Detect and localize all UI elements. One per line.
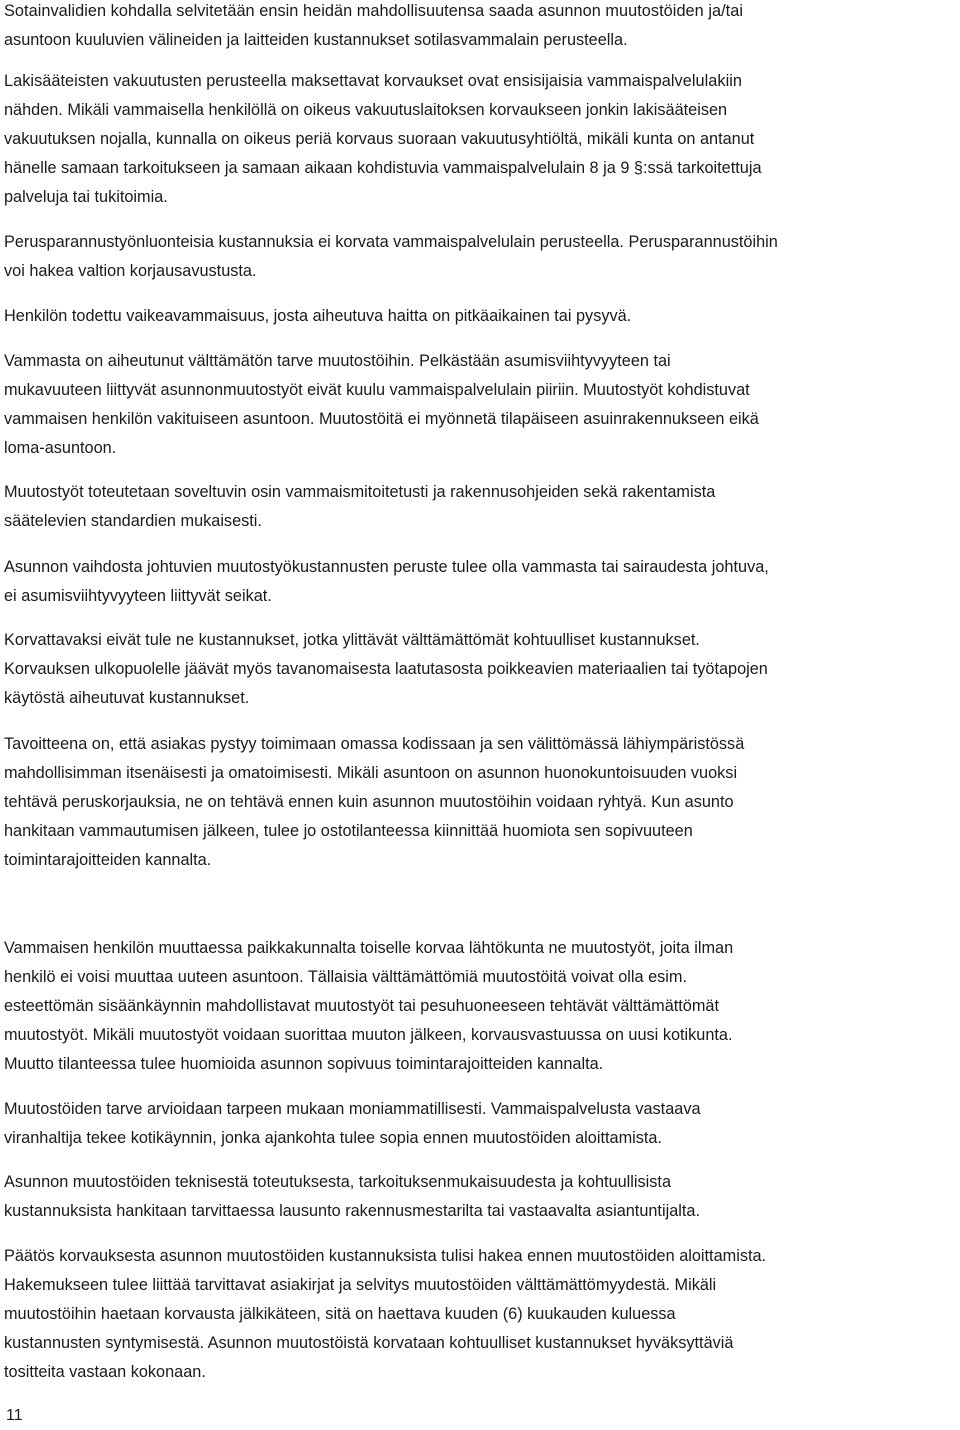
paragraph-toteutus xyxy=(4,478,958,536)
text-line: palveluja tai tukitoimia. xyxy=(4,188,168,206)
text-line: tositteita vastaan kokonaan. xyxy=(4,1363,206,1381)
text-line: Asunnon vaihdosta johtuvien muutostyökustannusten peruste tulee olla vammasta tai sairaudesta johtuva, xyxy=(4,558,769,576)
text-line: käytöstä aiheutuvat kustannukset. xyxy=(4,689,250,707)
paragraph-perusparannus xyxy=(4,228,958,286)
text-line: kustannusten syntymisestä. Asunnon muutostöistä korvataan kohtuulliset kustannukset hyväksyttäviä xyxy=(4,1334,734,1352)
text-line: viranhaltija tekee kotikäynnin, jonka ajankohta tulee sopia ennen muutostöiden aloittamista. xyxy=(4,1129,662,1147)
text-line: Muutostöiden tarve arvioidaan tarpeen mukaan moniammatillisesti. Vammaispalvelusta vastaava xyxy=(4,1100,701,1118)
text-line: hankitaan vammautumisen jälkeen, tulee jo ostotilanteessa kiinnittää huomiota sen sopivuuteen xyxy=(4,822,693,840)
text-line: esteettömän sisäänkäynnin mahdollistavat muutostyöt tai pesuhuoneeseen tehtävät välttämättömät xyxy=(4,997,719,1015)
page-number: 11 xyxy=(6,1407,23,1424)
text-line: Korvauksen ulkopuolelle jäävät myös tavanomaisesta laatutasosta poikkeavien materiaalien tai työtapojen xyxy=(4,660,768,678)
text-line: Päätös korvauksesta asunnon muutostöiden kustannuksista tulisi hakea ennen muutostöiden aloittamista. xyxy=(4,1247,767,1265)
text-line: loma-asuntoon. xyxy=(4,439,117,457)
text-line: mukavuuteen liittyvät asunnonmuutostyöt eivät kuulu vammaispalvelulain piiriin. Muutostyöt kohdistuvat xyxy=(4,381,750,399)
text-line: Asunnon muutostöiden teknisestä toteutuksesta, tarkoituksenmukaisuudesta ja kohtuullisista xyxy=(4,1173,672,1191)
text-line: Korvattavaksi eivät tule ne kustannukset, jotka ylittävät välttämättömät kohtuulliset kustannukset. xyxy=(4,631,700,649)
text-line: vakuutuksen nojalla, kunnalla on oikeus periä korvaus suoraan vakuutusyhtiöltä, mikäli kunta on antanut xyxy=(4,130,755,148)
text-line: Vammaisen henkilön muuttaessa paikkakunnalta toiselle korvaa lähtökunta ne muutostyöt, joita ilman xyxy=(4,939,734,957)
text-line: säätelevien standardien mukaisesti. xyxy=(4,512,262,530)
paragraph-asunnon-vaihto xyxy=(4,553,958,611)
text-line: kustannuksista hankitaan tarvittaessa lausunto rakennusmestarilta tai vastaavalta asiantuntijalta. xyxy=(4,1202,700,1220)
text-line: Perusparannustyönluonteisia kustannuksia ei korvata vammaispalvelulain perusteella. Perusparannustöihin xyxy=(4,233,778,251)
paragraph-tarve xyxy=(4,347,958,463)
text-line: Vammasta on aiheutunut välttämätön tarve muutostöihin. Pelkästään asumisviihtyvyyteen tai xyxy=(4,352,671,370)
text-line: Muutostyöt toteutetaan soveltuvin osin vammaismitoitetusti ja rakennusohjeiden sekä rakentamista xyxy=(4,483,716,501)
paragraph-tavoite xyxy=(4,730,958,875)
text-line: Henkilön todettu vaikeavammaisuus, josta aiheutuva haitta on pitkäaikainen tai pysyvä. xyxy=(4,307,632,325)
paragraph-hakeminen xyxy=(4,1242,958,1387)
text-line: asuntoon kuuluvien välineiden ja laitteiden kustannukset sotilasvammalain perusteella. xyxy=(4,31,628,49)
text-line: nähden. Mikäli vammaisella henkilöllä on oikeus vakuutuslaitoksen korvaukseen jonkin lakisääteisen xyxy=(4,101,728,119)
text-line: tehtävä peruskorjauksia, ne on tehtävä ennen kuin asunnon muutostöihin voidaan ryhtyä. Kun asunto xyxy=(4,793,734,811)
paragraph-severe-disability xyxy=(4,302,958,331)
text-line: muutostöihin haetaan korvausta jälkikäteen, sitä on haettava kuuden (6) kuukauden kuluessa xyxy=(4,1305,676,1323)
text-line: hänelle samaan tarkoitukseen ja samaan aikaan kohdistuvia vammaispalvelulain 8 ja 9 §:ssä tarkoitettuja xyxy=(4,159,762,177)
text-line: henkilö ei voisi muuttaa uuteen asuntoon. Tällaisia välttämättömiä muutostöitä voivat olla esim. xyxy=(4,968,687,986)
text-line: ei asumisviihtyvyyteen liittyvät seikat. xyxy=(4,587,272,605)
paragraph-sotainvalidit xyxy=(4,0,958,55)
paragraph-lausunto xyxy=(4,1168,958,1226)
text-line: vammaisen henkilön vakituiseen asuntoon. Muutostöitä ei myönnetä tilapäiseen asuinrakennukseen eikä xyxy=(4,410,759,428)
text-line: toimintarajoitteiden kannalta. xyxy=(4,851,212,869)
text-line: Hakemukseen tulee liittää tarvittavat asiakirjat ja selvitys muutostöiden välttämättömyydestä. Mikäli xyxy=(4,1276,717,1294)
text-line: Lakisääteisten vakuutusten perusteella maksettavat korvaukset ovat ensisijaisia vammaispalvelulakiin xyxy=(4,72,743,90)
paragraph-vakuutukset xyxy=(4,67,958,212)
text-line: Sotainvalidien kohdalla selvitetään ensin heidän mahdollisuutensa saada asunnon muutostöiden ja/tai xyxy=(4,2,744,20)
paragraph-arviointi xyxy=(4,1095,958,1153)
text-line: mahdollisimman itsenäisesti ja omatoimisesti. Mikäli asuntoon on asunnon huonokuntoisuuden vuoksi xyxy=(4,764,738,782)
text-line: Tavoitteena on, että asiakas pystyy toimimaan omassa kodissaan ja sen välittömässä lähiympäristössä xyxy=(4,735,745,753)
paragraph-korvattavat xyxy=(4,626,958,713)
text-line: muutostyöt. Mikäli muutostyöt voidaan suorittaa muuton jälkeen, korvausvastuussa on uusi kotikunta. xyxy=(4,1026,733,1044)
text-line: Muutto tilanteessa tulee huomioida asunnon sopivuus toimintarajoitteiden kannalta. xyxy=(4,1055,604,1073)
text-line: voi hakea valtion korjausavustusta. xyxy=(4,262,257,280)
paragraph-paikkakunta xyxy=(4,934,958,1079)
